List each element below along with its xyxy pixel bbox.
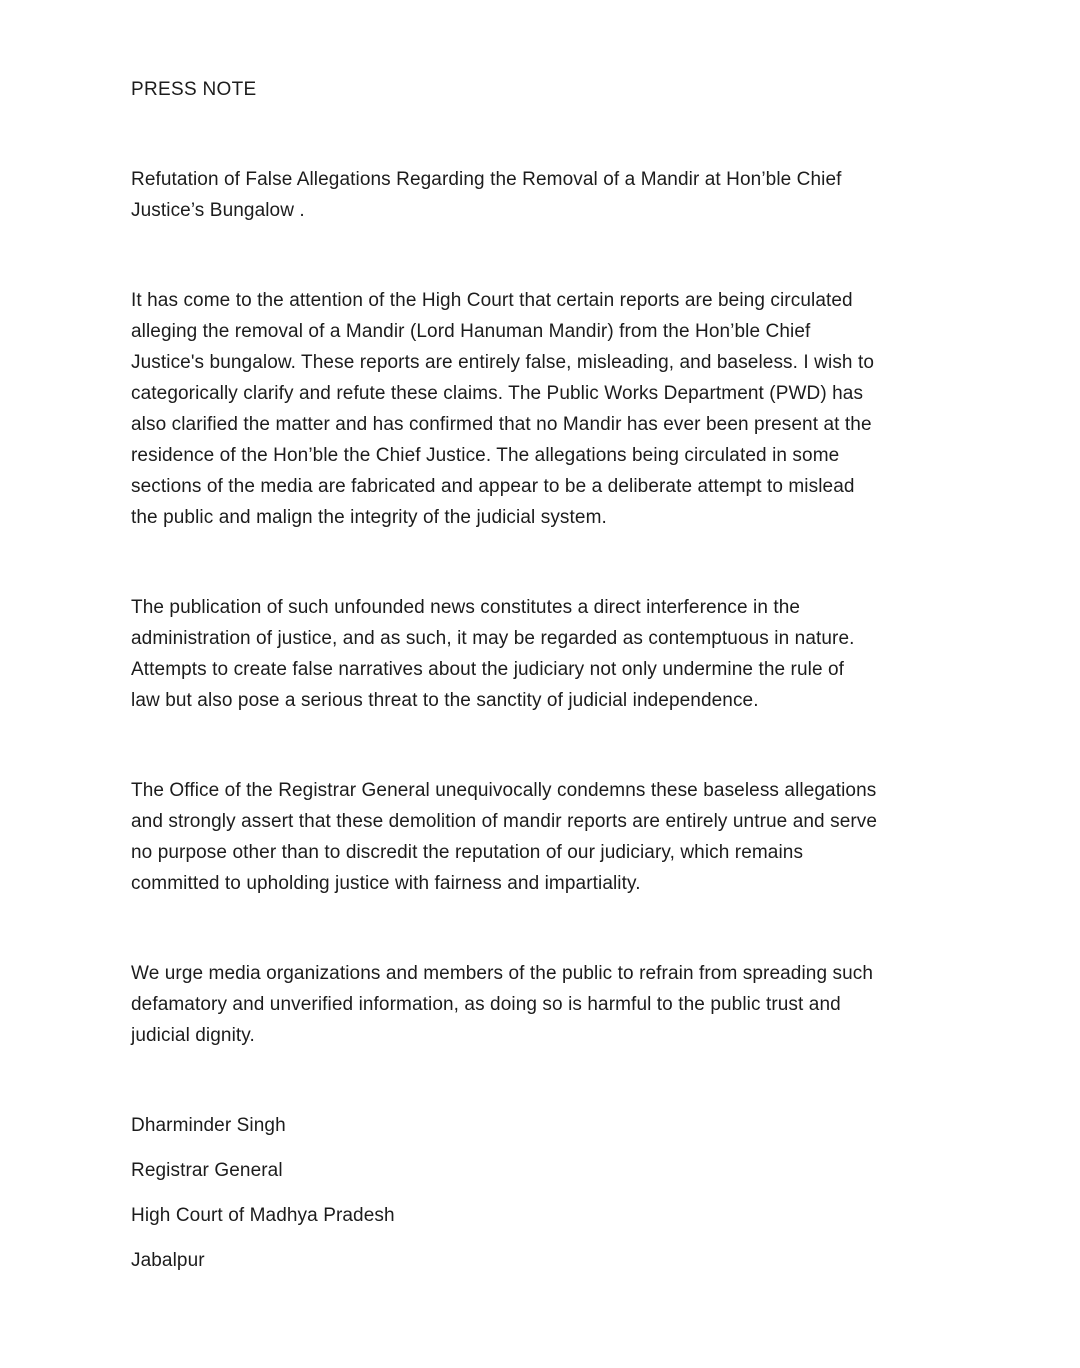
signatory-designation: Registrar General — [131, 1160, 283, 1181]
paragraph-contempt-warning — [131, 592, 980, 716]
body-line: The Office of the Registrar General unequivocally condemns these baseless allegations — [131, 780, 877, 801]
body-line: defamatory and unverified information, as doing so is harmful to the public trust and — [131, 994, 841, 1015]
subject-heading — [131, 164, 980, 226]
paragraph-media-appeal — [131, 958, 980, 1051]
body-line: law but also pose a serious threat to the sanctity of judicial independence. — [131, 690, 759, 711]
press-note-title-block — [131, 74, 980, 105]
signatory-organization: High Court of Madhya Pradesh — [131, 1205, 395, 1226]
body-line: Justice's bungalow. These reports are entirely false, misleading, and baseless. I wish to — [131, 352, 875, 373]
body-line: alleging the removal of a Mandir (Lord Hanuman Mandir) from the Hon’ble Chief — [131, 321, 811, 342]
body-line: categorically clarify and refute these claims. The Public Works Department (PWD) has — [131, 383, 864, 404]
signatory-place: Jabalpur — [131, 1250, 205, 1271]
body-line: committed to upholding justice with fairness and impartiality. — [131, 873, 641, 894]
body-line: also clarified the matter and has confirmed that no Mandir has ever been present at the — [131, 414, 872, 435]
paragraph-clarification — [131, 285, 980, 533]
body-line: We urge media organizations and members of the public to refrain from spreading such — [131, 963, 874, 984]
body-line: Attempts to create false narratives about the judiciary not only undermine the rule of — [131, 659, 845, 680]
page-title: PRESS NOTE — [131, 79, 257, 100]
body-line: no purpose other than to discredit the reputation of our judiciary, which remains — [131, 842, 804, 863]
signatory-name: Dharminder Singh — [131, 1115, 286, 1136]
signature-block — [131, 1110, 980, 1276]
body-line: judicial dignity. — [131, 1025, 255, 1046]
body-line: It has come to the attention of the High Court that certain reports are being circulated — [131, 290, 853, 311]
body-line: sections of the media are fabricated and appear to be a deliberate attempt to mislead — [131, 476, 855, 497]
subject-heading-line: Justice’s Bungalow . — [131, 200, 305, 221]
body-line: The publication of such unfounded news constitutes a direct interference in the — [131, 597, 801, 618]
body-line: the public and malign the integrity of the judicial system. — [131, 507, 607, 528]
paragraph-condemnation — [131, 775, 980, 899]
subject-heading-line: Refutation of False Allegations Regarding the Removal of a Mandir at Hon’ble Chief — [131, 169, 842, 190]
body-line: residence of the Hon’ble the Chief Justice. The allegations being circulated in some — [131, 445, 840, 466]
body-line: and strongly assert that these demolition of mandir reports are entirely untrue and serve — [131, 811, 878, 832]
body-line: administration of justice, and as such, it may be regarded as contemptuous in nature. — [131, 628, 855, 649]
